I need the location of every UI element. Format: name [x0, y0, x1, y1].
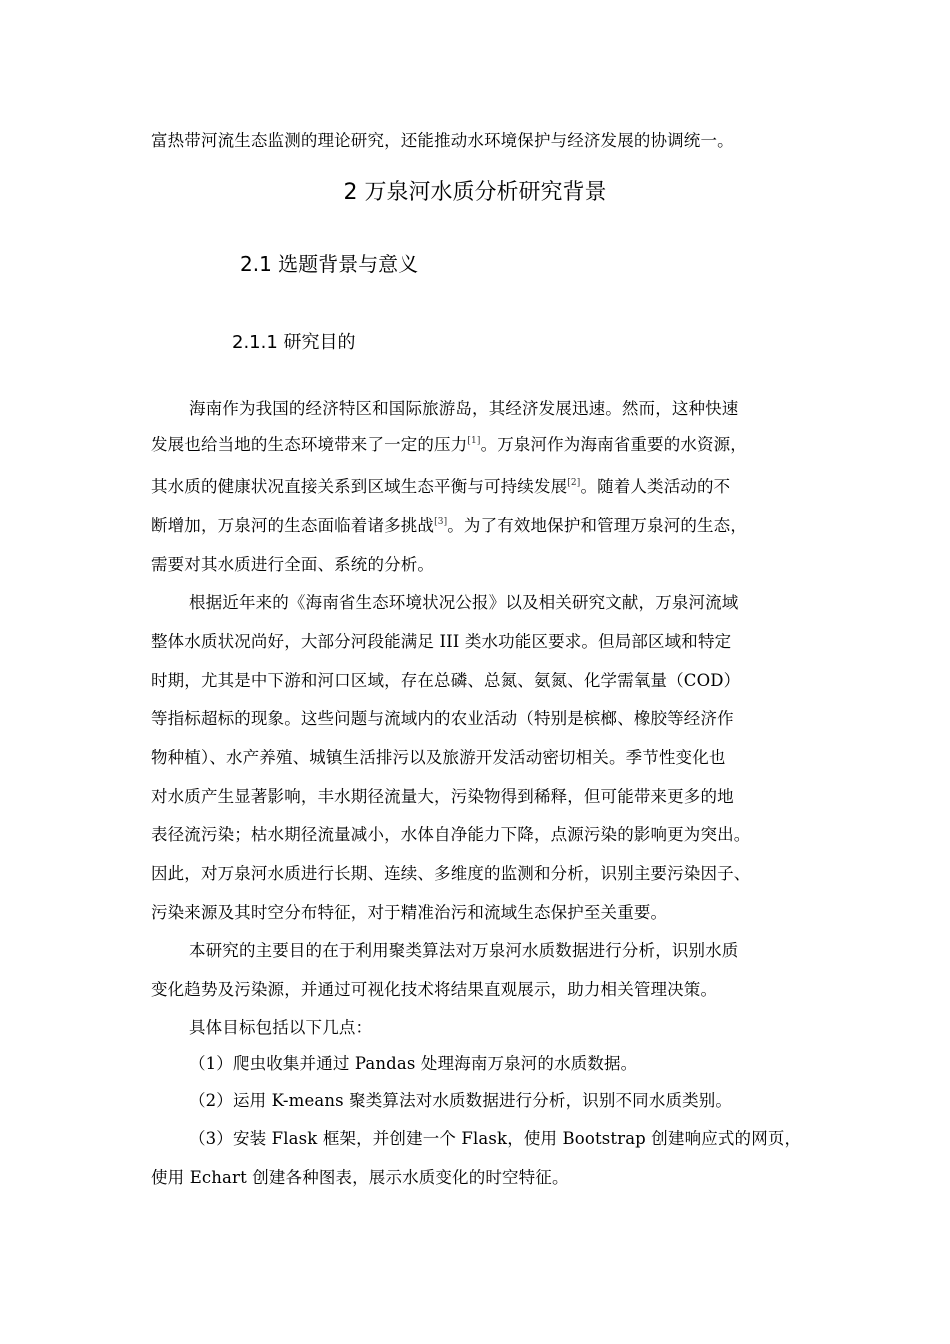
paragraph-line: 根据近年来的《海南省生态环境状况公报》以及相关研究文献，万泉河流域 — [189, 593, 739, 612]
goal-item: （2）运用 K-means 聚类算法对水质数据进行分析，识别不同水质类别。 — [189, 1091, 733, 1110]
citation-marker: [2] — [567, 478, 581, 488]
text-span: 其水质的健康状况直接关系到区域生态平衡与可持续发展 — [151, 477, 568, 496]
paragraph-line: 污染来源及其时空分布特征，对于精准治污和流域生态保护至关重要。 — [151, 903, 668, 922]
paragraph-line — [151, 435, 841, 455]
paragraph-line: 表径流污染；枯水期径流量减小，水体自净能力下降，点源污染的影响更为突出。 — [151, 825, 751, 844]
paragraph-line: 本研究的主要目的在于利用聚类算法对万泉河水质数据进行分析，识别水质 — [189, 941, 739, 960]
goal-item: （1）爬虫收集并通过 Pandas 处理海南万泉河的水质数据。 — [189, 1054, 638, 1073]
paragraph-line: 具体目标包括以下几点： — [189, 1018, 373, 1037]
paragraph-line: 等指标超标的现象。这些问题与流域内的农业活动（特别是槟榔、橡胶等经济作 — [151, 709, 734, 728]
text-span: 。为了有效地保护和管理万泉河的生态， — [447, 516, 747, 535]
paragraph-line: 变化趋势及污染源，并通过可视化技术将结果直观展示，助力相关管理决策。 — [151, 980, 718, 999]
citation-marker: [1] — [467, 436, 481, 446]
paragraph-line: 海南作为我国的经济特区和国际旅游岛，其经济发展迅速。然而，这种快速 — [189, 399, 739, 418]
text-span: 发展也给当地的生态环境带来了一定的压力 — [151, 435, 468, 454]
goal-item: （3）安装 Flask 框架，并创建一个 Flask，使用 Bootstrap 创建响应式的网页， — [189, 1129, 802, 1148]
paragraph-line: 对水质产生显著影响，丰水期径流量大，污染物得到稀释，但可能带来更多的地 — [151, 787, 734, 806]
paragraph-line: 需要对其水质进行全面、系统的分析。 — [151, 555, 435, 574]
section-heading: 2.1 选题背景与意义 — [240, 252, 419, 276]
chapter-heading: 2 万泉河水质分析研究背景 — [343, 180, 607, 205]
paragraph-line: 整体水质状况尚好，大部分河段能满足 III 类水功能区要求。但局部区域和特定 — [151, 632, 732, 651]
text-span: 断增加，万泉河的生态面临着诸多挑战 — [151, 516, 435, 535]
paragraph-line — [151, 477, 841, 497]
text-span: 。万泉河作为海南省重要的水资源， — [480, 435, 747, 454]
goal-item-continuation: 使用 Echart 创建各种图表，展示水质变化的时空特征。 — [151, 1168, 569, 1187]
paragraph-line: 因此，对万泉河水质进行长期、连续、多维度的监测和分析，识别主要污染因子、 — [151, 864, 751, 883]
subsection-heading: 2.1.1 研究目的 — [232, 332, 356, 353]
citation-marker: [3] — [434, 517, 448, 527]
paragraph-line: 时期，尤其是中下游和河口区域，存在总磷、总氮、氨氮、化学需氧量（COD） — [151, 671, 741, 690]
continued-paragraph-line: 富热带河流生态监测的理论研究，还能推动水环境保护与经济发展的协调统一。 — [151, 131, 734, 150]
paragraph-line: 物种植）、水产养殖、城镇生活排污以及旅游开发活动密切相关。季节性变化也 — [151, 748, 726, 767]
text-span: 。随着人类活动的不 — [580, 477, 731, 496]
paragraph-line — [151, 516, 841, 536]
